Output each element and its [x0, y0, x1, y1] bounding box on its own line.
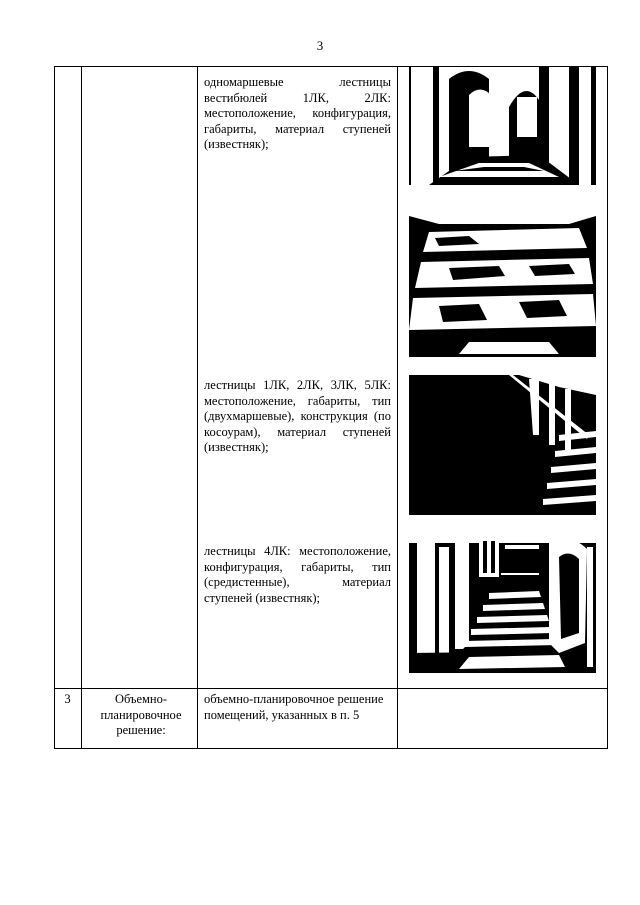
row-name: Объемно-планировочное решение:: [100, 692, 182, 737]
row-number: 3: [64, 692, 71, 706]
column-divider-2: [197, 66, 198, 749]
page-number: 3: [316, 38, 324, 53]
column-divider-3: [397, 66, 398, 749]
photo-vestibule-arches: [409, 67, 596, 185]
column-divider-1: [81, 66, 82, 749]
row-description: объемно-планировочное решение помещений, указанных в п. 5: [204, 692, 384, 722]
table-row-divider: [54, 688, 608, 689]
table-bottom-border: [54, 748, 608, 749]
stair-description-double-flight: лестницы 1ЛК, 2ЛК, 3ЛК, 5ЛК: местоположение, габариты, тип (двухмаршевые), конструкция (по косоурам), материал ступеней (известняк);: [204, 378, 391, 454]
stair-description-4lk: лестницы 4ЛК: местоположение, конфигурация, габариты, тип (средистенные), материал ступеней (известняк);: [204, 544, 391, 605]
stair-description-vestibules: одномаршевые лестницы вестибюлей 1ЛК, 2ЛК: местоположение, конфигурация, габариты, материал ступеней (известняк);: [204, 75, 391, 151]
photo-interwall-stair: [409, 533, 596, 673]
photo-limestone-steps: [409, 202, 596, 357]
table-left-border: [54, 66, 55, 749]
photo-double-flight-stair: [409, 375, 596, 515]
table-right-border: [607, 66, 608, 749]
